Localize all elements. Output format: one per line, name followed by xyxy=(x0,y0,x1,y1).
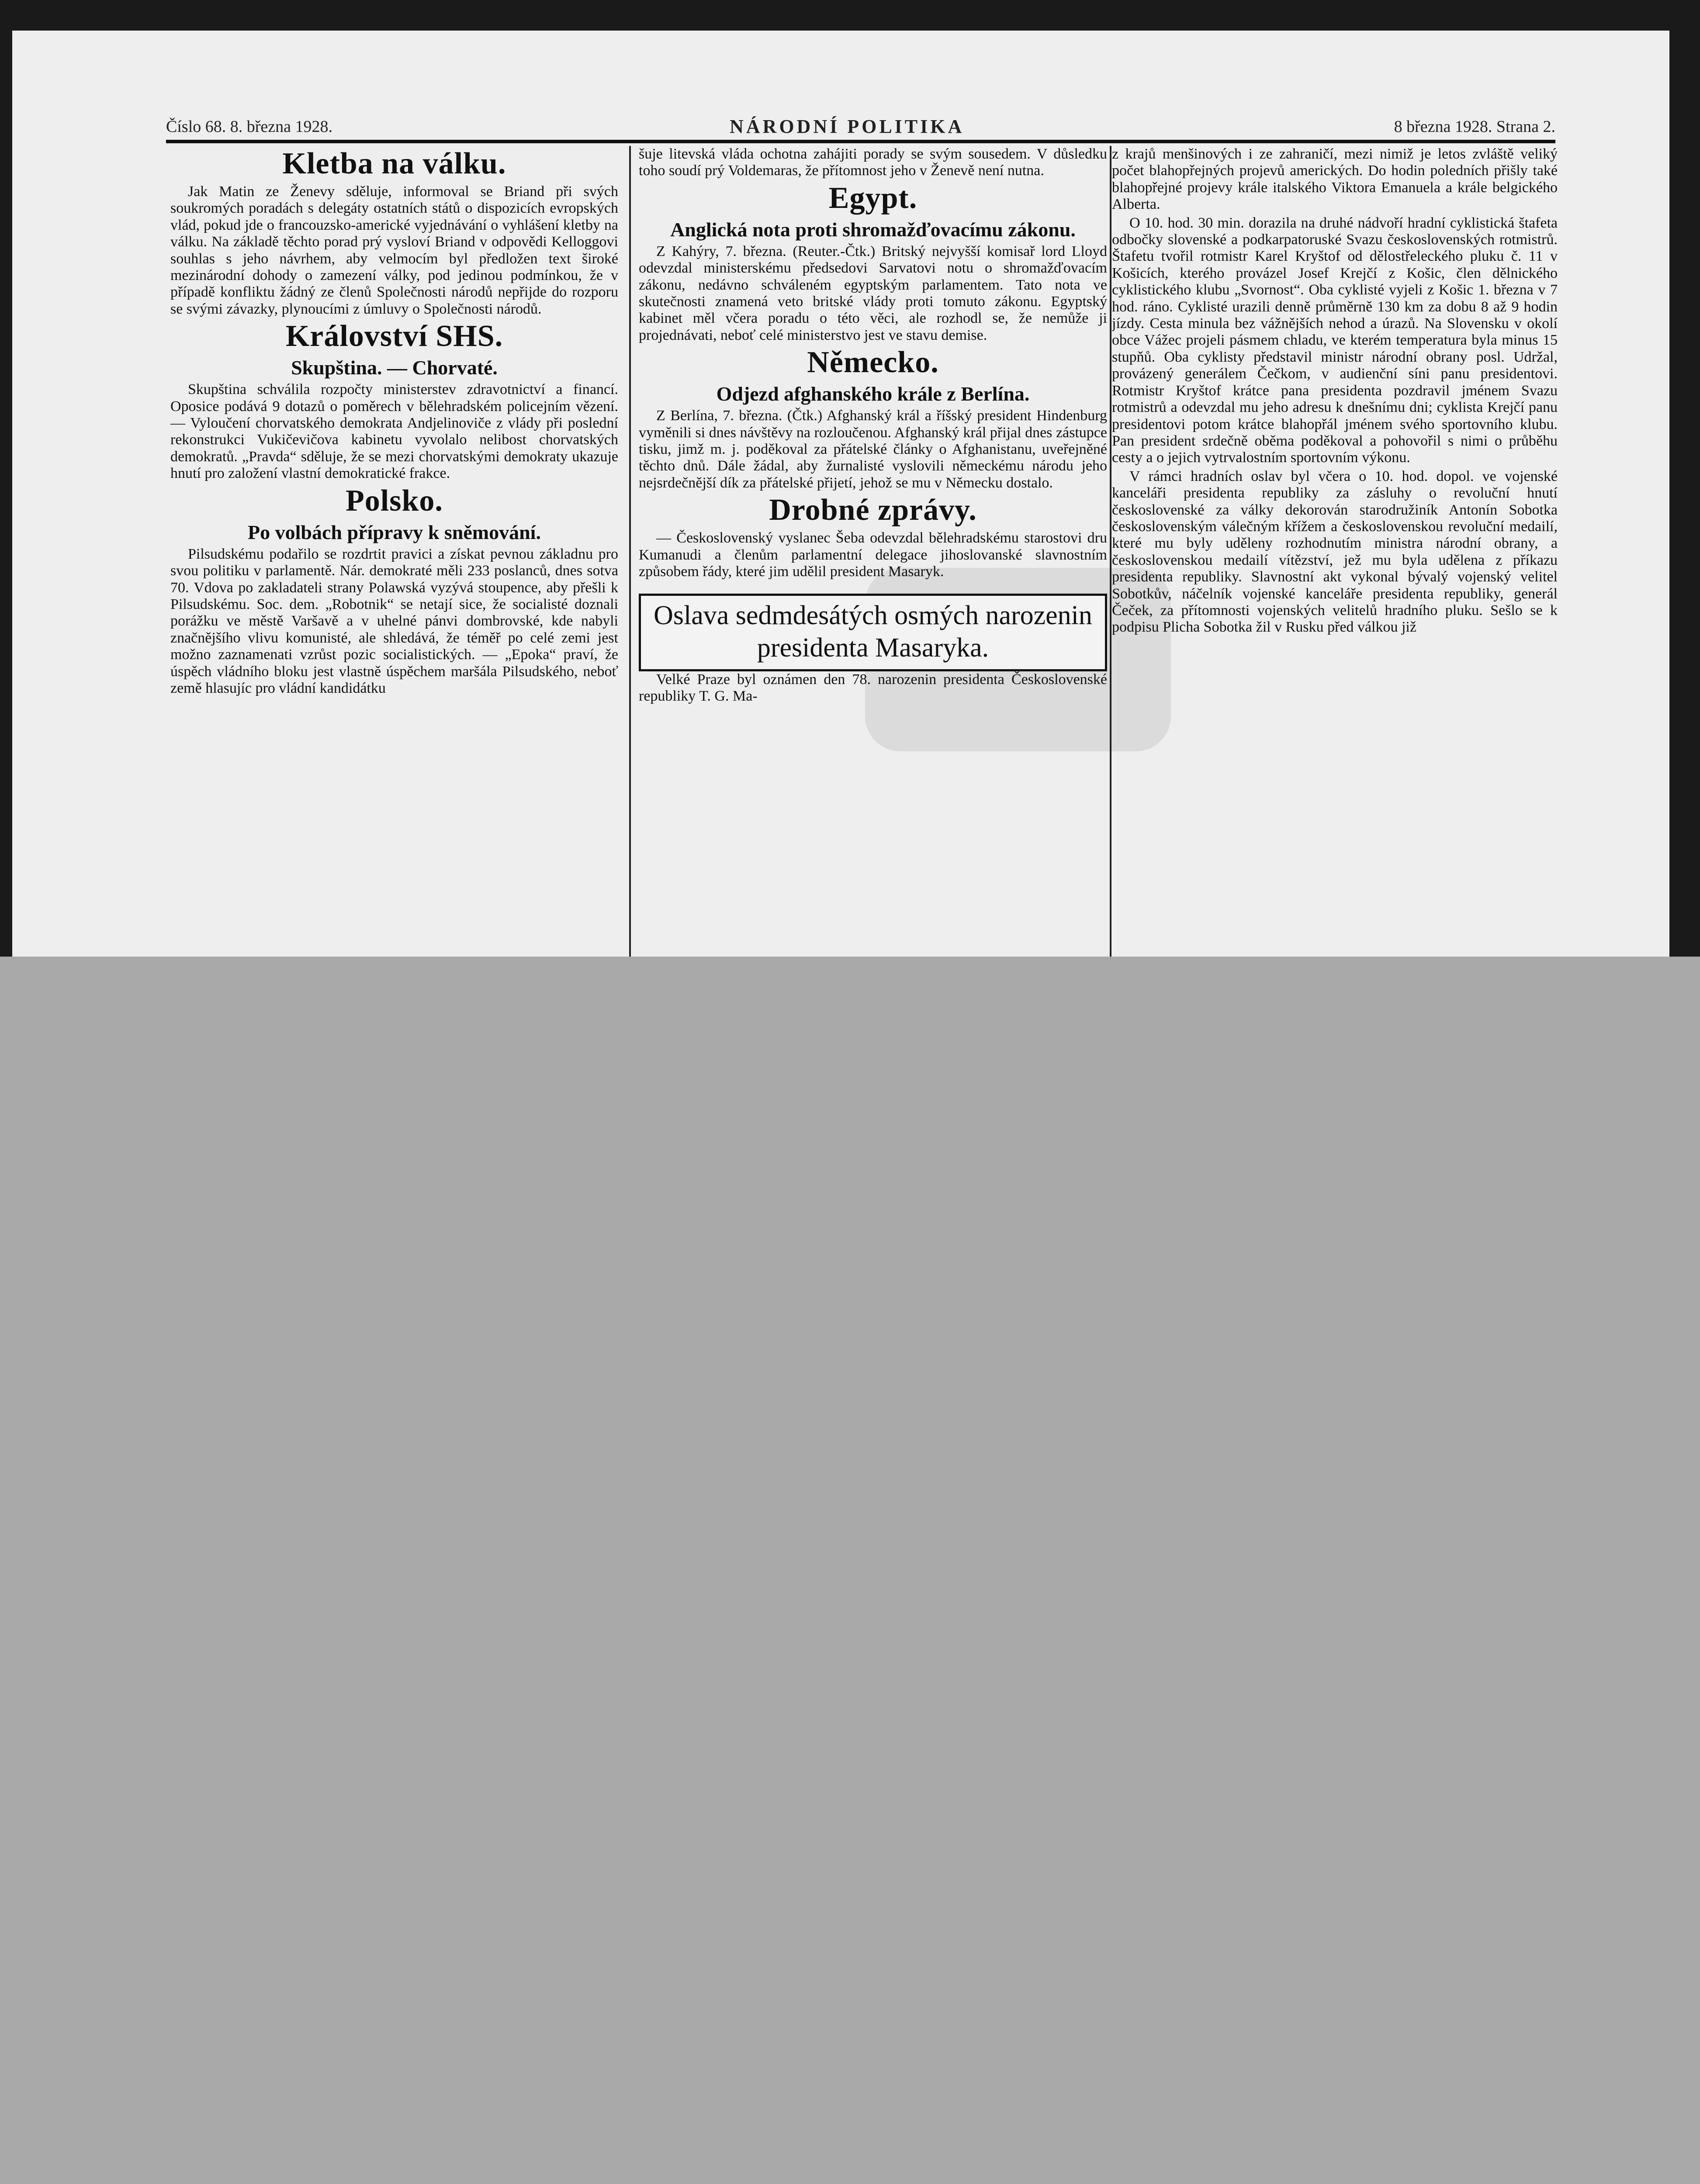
article-text-polsko: Pilsudskému podařilo se rozdrtit pravici a získat pevnou základnu pro svou politiku v parlamentě. Nár. demokraté měli 233 poslanců, dnes sotva 70. Vdova po zakladateli strany Polawská vyzývá stoupence, aby přešli k Pilsudskému. Soc. dem. „Robotnik“ se netají sice, že socialisté doznali porážku ve městě Varšavě a v uhelné pánvi dombrovské, kde nabyli značnějšího vlivu komunisté, ale shledává, že téměř po celé zemi jest možno zaznamenati vzrůst pozic socialistických. — „Epoka“ praví, že úspěch vládního bloku jest vlastně úspěchem maršála Pilsudského, neboť země hlasujíc pro vládní kandidátku xyxy=(170,546,618,696)
column-3 xyxy=(1112,146,1558,957)
article-subtitle-shs: Skupština. — Chorvaté. xyxy=(291,356,498,379)
article-text-shs: Skupština schválila rozpočty ministerstev zdravotnictví a financí. Oposice podává 9 dotazů o poměrech v bělehradském policejním vězení. — Vyloučení chorvatského demokrata Andjelinoviče z vlády při poslední rekonstrukci Vukičevičova kabinetu vyvolalo nelibost chorvatských demokratů. „Pravda“ sděluje, že se mezi chorvatskými demokraty ukazuje hnutí pro založení vlastní demokratické frakce. xyxy=(170,381,618,482)
article-text-kletba: Jak Matin ze Ženevy sděluje, informoval se Briand při svých soukromých poradách s delegáty ostatních států o dispozicích evropských vlád, pokud jde o francouzsko-americké vyjednávání o vyhlášení kletby na válku. Na základě těchto porad prý vysloví Briand v odpovědi Kelloggovi souhlas s jeho návrhem, aby velmocím byl předložen text široké mezinárodní dohody o zamezení války, pod jedinou podmínkou, že v případě konfliktu žádný ze členů Společnosti národů nepřijde do rozporu se svými závazky, plynoucími z úmluvy o Společnosti národů. xyxy=(170,183,618,317)
header-rule xyxy=(166,140,1555,143)
page-date-number: 8 března 1928. Strana 2. xyxy=(1394,117,1555,136)
article-text-col3-c: V rámci hradních oslav byl včera o 10. hod. dopol. ve vojenské kanceláři presidenta republiky za zásluhy o revoluční hnutí československé za války dekorován starodružiník Antonín Sobotka československým válečným křížem a československou revoluční medailí, které mu byly uděleny rozhodnutím ministra národní obrany, a československou medailí vítězství, jež mu byla udělena z příkazu presidenta republiky. Slavnostní akt vykonal bývalý vojenský velitel Sobotkův, náčelník vojenské kanceláře presidenta republiky, generál Čeček, za přítomnosti vojenských velitelů hradního pluku. Sešlo se k podpisu Plicha Sobotka žil v Rusku před válkou již xyxy=(1112,468,1558,636)
column-divider xyxy=(629,146,631,957)
article-text-col3-b: O 10. hod. 30 min. dorazila na druhé nádvoří hradní cyklistická štafeta odbočky slovenské a podkarpatoruské Svazu československých rotmistrů. Štafetu tvořil rotmistr Karel Kryštof od dělostřeleckého pluku č. 11 v Košicích, kterého provázel Josef Krejčí z Košic, člen dělnického cyklistického klubu „Svornost“. Oba cyklisté vyjeli z Košic 1. března v 7 hod. ráno. Cyklisté urazili denně průměrně 130 km za dobu 8 až 9 hodin jízdy. Cesta minula bez vážnějších nehod a úrazů. Na Slovensku v okolí obce Vážec projeli pásmem chladu, ve kterém temperatura byla minus 15 stupňů. Oba cyklisty představil ministr národní obrany posl. Udržal, provázený generálem Čečkom, v audienční síni panu presidentovi. Rotmistr Kryštof krátce pana presidenta pozdravil jménem Svazu rotmistrů a odevzdal mu jeho adresu k dnešnímu dni; cyklista Krejčí panu presidentovi potom krátce blahopřál jménem svého sportovního klubu. Pan president srdečně oběma poděkoval a pohovořil s nimi o průběhu cesty a o jejich vytrvalostním sportovním výkonu. xyxy=(1112,214,1558,466)
article-title-drobne: Drobné zprávy. xyxy=(769,493,977,527)
article-continuation: šuje litevská vláda ochotna zahájiti porady se svým sousedem. V důsledku toho soudí prý Voldemaras, že přítomnost jeho v Ženevě není nutna. xyxy=(639,146,1107,179)
article-title-kletba: Kletba na válku. xyxy=(282,147,506,180)
newspaper-scan xyxy=(0,0,1700,957)
page-header xyxy=(166,114,1555,139)
scan-left-border xyxy=(0,0,12,957)
article-title-oslava: Oslava sedmdesátých osmých narozenin presidenta Masaryka. xyxy=(654,600,1092,663)
article-title-polsko: Polsko. xyxy=(346,484,443,518)
article-text-oslava: Velké Praze byl oznámen den 78. narozenin presidenta Československé republiky T. G. Ma- xyxy=(639,671,1107,704)
boxed-article-oslava xyxy=(639,594,1107,671)
column-2 xyxy=(639,146,1107,957)
article-title-nemecko: Německo. xyxy=(807,346,939,380)
column-divider xyxy=(1110,146,1111,957)
article-subtitle-egypt: Anglická nota proti shromažďovacímu zákonu. xyxy=(670,218,1076,241)
article-text-nemecko: Z Berlína, 7. března. (Čtk.) Afghanský král a říšský president Hindenburg vyměnili si dnes návštěvy na rozloučenou. Afghanský král přijal dnes zástupce tisku, jimž m. j. poděkoval za přátelské články o Afghanistanu, uveřejněné těchto dnů. Dále žádal, aby žurnalisté vyslovili německému národu jeho nejsrdečnější dík za přátelské přijetí, jehož se mu v Německu dostalo. xyxy=(639,408,1107,491)
article-subtitle-polsko: Po volbách přípravy k sněmování. xyxy=(248,521,541,543)
article-title-shs: Království SHS. xyxy=(285,319,503,353)
article-subtitle-nemecko: Odjezd afghanského krále z Berlína. xyxy=(716,383,1030,405)
scan-top-border xyxy=(0,0,1700,31)
column-1 xyxy=(170,146,618,957)
article-text-drobne: — Československý vyslanec Šeba odevzdal bělehradskému starostovi dru Kumanudi a členům parlamentní delegace jihoslovanské slavnostním způsobem řády, které jim udělil president Masaryk. xyxy=(639,530,1107,580)
article-text-col3-a: z krajů menšinových i ze zahraničí, mezi nimiž je letos zvláště veliký počet blahopřejných projevů amerických. Do hodin poledních přišly také blahopřejné projevy krále italského Viktora Emanuela a krále belgického Alberta. xyxy=(1112,146,1558,213)
issue-number: Číslo 68. 8. března 1928. xyxy=(166,117,333,136)
scan-right-border xyxy=(1669,0,1700,957)
newspaper-masthead: NÁRODNÍ POLITIKA xyxy=(730,116,965,137)
article-text-egypt: Z Kahýry, 7. března. (Reuter.-Čtk.) Britský nejvyšší komisař lord Lloyd odevzdal ministerskému předsedovi Sarvatovi notu o shromažďovacím zákonu, nedávno schváleném egyptským parlamentem. Tato nota ve skutečnosti znamená veto britské vlády proti tomuto zákonu. Egyptský kabinet měl včera poradu o této věci, ale rozhodl se, že nemůže ji projednávati, neboť celé ministerstvo jest ve stavu demise. xyxy=(639,243,1107,343)
article-title-egypt: Egypt. xyxy=(828,181,918,215)
